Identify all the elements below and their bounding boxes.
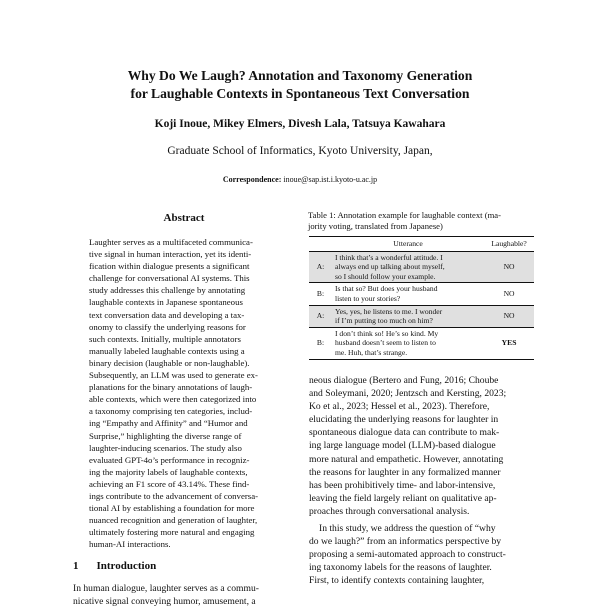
abstract-line: tional AI by establishing a foundation for more xyxy=(89,503,255,514)
utterance-cell xyxy=(332,327,484,358)
right-column-text xyxy=(309,374,535,588)
table-row xyxy=(309,327,534,358)
body-line: and Soleymani, 2020; Jentzsch and Kersting, 2023; xyxy=(309,388,507,400)
table-row xyxy=(309,283,534,305)
abstract-line: study addresses this challenge by annotating xyxy=(89,285,246,296)
body-line: leaving the field largely reliant on qualitative ap- xyxy=(309,492,497,504)
speaker-cell: B: xyxy=(309,283,332,305)
speaker-cell: B: xyxy=(309,327,332,358)
body-line: proaches through conversational analysis. xyxy=(309,505,470,517)
speaker-cell: A: xyxy=(309,251,332,283)
header-laughable: Laughable? xyxy=(484,237,534,251)
utterance-line: so I should follow your example. xyxy=(334,271,436,281)
abstract-line: a taxonomy comprising ten categories, includ- xyxy=(89,406,253,417)
abstract-line: such contexts. Initially, multiple annotators xyxy=(89,333,241,344)
caption-line: Table 1: Annotation example for laughable context (ma- xyxy=(308,210,501,220)
body-line: neous dialogue (Bertero and Fung, 2016; Choube xyxy=(309,375,499,386)
abstract-line: text conversation data and developing a tax- xyxy=(89,309,245,320)
header-speaker xyxy=(309,237,332,251)
label-cell: YES xyxy=(484,327,534,358)
affiliation: Graduate School of Informatics, Kyoto University, Japan, xyxy=(167,145,433,157)
correspondence xyxy=(60,175,540,184)
table-header-row xyxy=(309,237,534,251)
body-line: In this study, we address the question of “why xyxy=(319,523,496,535)
body-line: the reasons for laughter in any formalized manner xyxy=(309,466,501,478)
abstract-line: achieving an F1 score of 43.14%. These find- xyxy=(89,478,250,489)
body-line: proposing a semi-automated approach to construct- xyxy=(309,549,506,561)
utterance-line: Yes, yes, he listens to me. I wonder xyxy=(334,306,443,316)
body-line: ing large language model (LLM)-based dialogue xyxy=(309,440,496,452)
utterance-cell xyxy=(332,251,484,283)
abstract-line: ultimately fostering more natural and engaging xyxy=(89,527,255,538)
abstract-line: Subsequently, an LLM was used to generate ex- xyxy=(89,370,258,381)
utterance-line: I don’t think so! He’s so kind. My xyxy=(334,328,439,338)
table-row xyxy=(309,305,534,327)
utterance-cell xyxy=(332,305,484,327)
abstract-line: laughable contexts in Japanese spontaneous xyxy=(89,297,243,308)
utterance-line: if I’m putting too much on him? xyxy=(334,316,433,326)
correspondence-label: Correspondence: xyxy=(222,175,282,184)
intro-line: nicative signal conveying humor, amusement, a xyxy=(73,596,256,607)
paper-title-line-1: Why Do We Laugh? Annotation and Taxonomy Generation xyxy=(127,68,473,83)
abstract-line: Surprise,” highlighting the diverse range of xyxy=(89,430,242,441)
abstract-line: evaluated GPT-4o’s performance in recogniz- xyxy=(89,454,250,465)
body-line: elucidating the underlying reasons for laughter in xyxy=(309,414,499,426)
intro-line: In human dialogue, laughter serves as a commu- xyxy=(73,583,259,594)
abstract-line: planations for the binary annotations of laugh- xyxy=(89,382,253,393)
abstract-line: able contexts, which were then categorized into xyxy=(89,394,257,405)
abstract-line: human-AI interactions. xyxy=(89,539,171,550)
abstract-line: binary decision (laughable or non-laughable). xyxy=(89,357,250,368)
abstract-line: Laughter serves as a multifaceted communica- xyxy=(89,237,253,247)
utterance-line: always end up talking about myself, xyxy=(334,262,445,272)
paper-title-line-2: for Laughable Contexts in Spontaneous Text Conversation xyxy=(130,86,470,101)
utterance-line: Is that so? But does your husband xyxy=(334,284,438,294)
abstract-heading: Abstract xyxy=(163,212,205,224)
abstract-line: onomy to classify the underlying reasons for xyxy=(89,321,246,332)
body-line: First, to identify contexts containing laughter, xyxy=(309,575,485,587)
section-title: Introduction xyxy=(96,560,157,572)
abstract-line: ing “Empathy and Affinity” and “Humor and xyxy=(89,418,248,429)
abstract-line: challenge for conversational AI systems. This xyxy=(89,273,250,284)
abstract-line: ing the majority labels of laughable contexts, xyxy=(89,466,248,477)
label-cell: NO xyxy=(484,251,534,283)
abstract-line: manually labeled laughable contexts using a xyxy=(89,345,245,356)
abstract-line: ings contribute to the advancement of conversa- xyxy=(89,490,259,501)
introduction-text xyxy=(73,582,295,608)
table-row xyxy=(309,251,534,283)
caption-line: jority voting, translated from Japanese) xyxy=(308,221,443,231)
label-cell: NO xyxy=(484,283,534,305)
abstract-line: tive signal in human interaction, yet its identi- xyxy=(89,249,252,260)
body-line: ing taxonomy labels for the reasons of laughter. xyxy=(309,562,492,574)
annotation-table xyxy=(309,236,534,360)
section-number: 1 xyxy=(73,560,79,572)
label-cell: NO xyxy=(484,305,534,327)
utterance-cell xyxy=(332,283,484,305)
body-line: has been prohibitively time- and labor-intensive, xyxy=(309,479,496,491)
table-caption xyxy=(308,210,535,232)
utterance-line: I think that’s a wonderful attitude. I xyxy=(334,252,443,262)
section-heading-introduction xyxy=(73,560,156,572)
header-utterance: Utterance xyxy=(332,237,484,251)
utterance-line: listen to your stories? xyxy=(334,293,401,303)
abstract-body xyxy=(89,236,279,550)
correspondence-email[interactable]: inoue@sap.ist.i.kyoto-u.ac.jp xyxy=(283,175,378,184)
speaker-cell: A: xyxy=(309,305,332,327)
abstract-line: nuanced recognition and generation of laughter, xyxy=(89,515,258,526)
body-line: more natural and empathetic. However, annotating xyxy=(309,453,504,465)
body-line: spontaneous dialogue data can contribute to mak- xyxy=(309,427,500,439)
abstract-line: fication within dialogue presents a significant xyxy=(89,261,250,272)
utterance-line: husband doesn’t seem to listen to xyxy=(334,338,436,348)
author-list: Koji Inoue, Mikey Elmers, Divesh Lala, Tatsuya Kawahara xyxy=(154,118,446,130)
body-line: Ko et al., 2023; Hessel et al., 2023). Therefore, xyxy=(309,401,490,413)
utterance-line: me. Huh, that’s strange. xyxy=(334,347,408,357)
body-line: do we laugh?” from an informatics perspective by xyxy=(309,536,502,548)
abstract-line: laughter-inducing scenarios. The study also xyxy=(89,442,242,453)
